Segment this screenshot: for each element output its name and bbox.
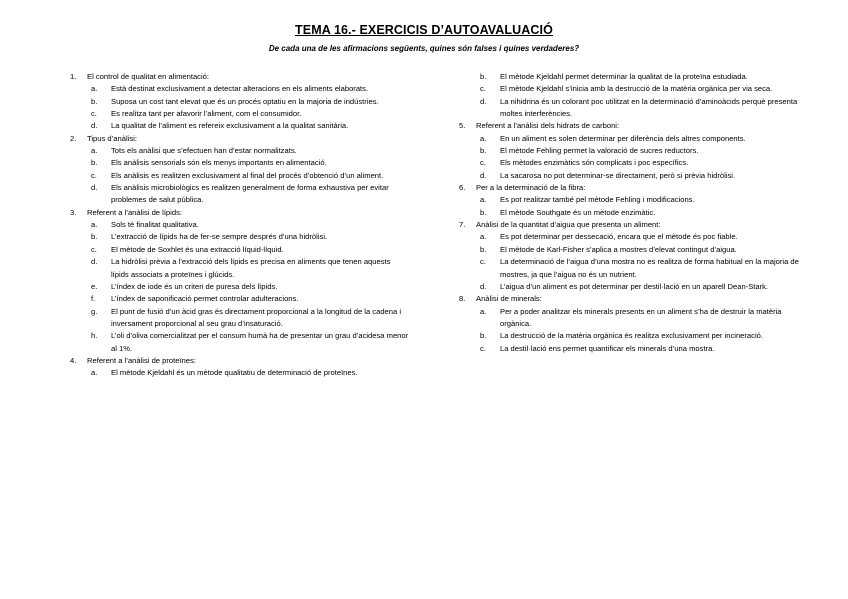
option-letter: c. xyxy=(91,170,97,180)
option-letter: a. xyxy=(480,306,487,316)
option-item xyxy=(91,219,410,231)
question-text: Anàlisi de la quantitat d’aigua que presenta un aliment: xyxy=(476,220,661,230)
option-text: El punt de fusió d’un àcid gras és directament proporcional a la longitud de la cadena i inversament proporcional al seu grau d’insaturació. xyxy=(111,306,402,328)
question-text: Referent a l’anàlisi dels hidrats de carboni: xyxy=(476,121,620,131)
question-heading xyxy=(70,207,410,219)
option-item xyxy=(480,244,799,256)
option-item xyxy=(91,281,410,293)
question-text: Anàlisi de minerals: xyxy=(476,294,542,304)
option-text: La qualitat de l’aliment es refereix exclusivament a la qualitat sanitària. xyxy=(111,121,349,131)
option-letter: a. xyxy=(91,146,98,156)
option-item xyxy=(91,145,410,157)
option-text: Es realitza tant per afavorir l’aliment, com el consumidor. xyxy=(111,109,302,119)
option-letter: g. xyxy=(91,306,98,316)
question-number: 6. xyxy=(459,183,466,193)
option-list xyxy=(91,83,410,132)
question-block xyxy=(459,182,799,219)
option-item xyxy=(91,108,410,120)
option-letter: a. xyxy=(480,232,487,242)
question-heading xyxy=(459,182,799,194)
question-number: 8. xyxy=(459,294,466,304)
option-item xyxy=(480,96,799,121)
option-letter: b. xyxy=(91,158,98,168)
option-item xyxy=(91,170,410,182)
question-heading xyxy=(459,293,799,305)
option-letter: c. xyxy=(480,343,486,353)
question-block xyxy=(70,355,410,380)
option-item xyxy=(480,343,799,355)
question-block xyxy=(459,219,799,293)
option-list xyxy=(480,231,799,293)
option-text: El mètode de Soxhlet és una extracció líquid-líquid. xyxy=(111,244,284,254)
option-text: Es pot realitzar també pel mètode Fehling i modificacions. xyxy=(500,195,695,205)
option-letter: a. xyxy=(480,133,487,143)
option-text: La hidròlisi prèvia a l’extracció dels lípids es precisa en aliments que tenen aquests lípids associats a proteïnes i glúcids. xyxy=(111,257,391,279)
option-letter: b. xyxy=(480,207,487,217)
question-text: Referent a l’anàlisi de lípids: xyxy=(87,207,182,217)
option-text: La sacarosa no pot determinar-se directament, però si prèvia hidròlisi. xyxy=(500,170,736,180)
question-heading xyxy=(70,133,410,145)
option-letter: c. xyxy=(91,109,97,119)
question-text: El control de qualitat en alimentació: xyxy=(87,72,209,81)
option-text: Està destinat exclusivament a detectar alteracions en els aliments elaborats. xyxy=(111,84,369,94)
option-item xyxy=(480,145,799,157)
option-item xyxy=(480,207,799,219)
option-text: Suposa un cost tant elevat que és un procés optatiu en la majoria de indústries. xyxy=(111,96,379,106)
option-text: Sols té finalitat qualitativa. xyxy=(111,220,199,230)
option-letter: a. xyxy=(91,368,98,378)
option-letter: c. xyxy=(480,84,486,94)
option-item xyxy=(480,281,799,293)
option-text: El mètode Fehling permet la valoració de sucres reductors. xyxy=(500,146,699,156)
option-text: El mètode Kjeldahl permet determinar la qualitat de la proteïna estudiada. xyxy=(500,72,748,81)
question-text: Per a la determinació de la fibra: xyxy=(476,183,586,193)
question-block xyxy=(70,133,410,207)
option-item xyxy=(91,182,410,207)
option-item xyxy=(91,96,410,108)
option-text: L’índex de iode és un criteri de puresa dels lípids. xyxy=(111,281,278,291)
option-item xyxy=(91,256,410,281)
option-letter: h. xyxy=(91,331,98,341)
question-heading xyxy=(70,71,410,83)
option-text: El mètode Kjeldahl s’inicia amb la destrucció de la matèria orgànica per via seca. xyxy=(500,84,773,94)
question-block xyxy=(70,207,410,355)
option-text: L’índex de saponificació permet controlar adulteracions. xyxy=(111,294,299,304)
question-heading xyxy=(70,355,410,367)
option-item xyxy=(480,157,799,169)
option-letter: b. xyxy=(480,146,487,156)
option-item xyxy=(480,71,799,83)
option-text: Tots els anàlisi que s’efectuen han d’estar normalitzats. xyxy=(111,146,297,156)
option-item xyxy=(91,293,410,305)
option-text: L’extracció de lípids ha de fer-se sempre després d’una hidròlisi. xyxy=(111,232,328,242)
option-item xyxy=(480,306,799,331)
option-item xyxy=(91,244,410,256)
option-letter: d. xyxy=(91,121,98,131)
page-title: TEMA 16.- EXERCICIS D’AUTOAVALUACIÓ xyxy=(295,23,553,37)
option-letter: c. xyxy=(91,244,97,254)
option-item xyxy=(91,157,410,169)
option-text: En un aliment es solen determinar per diferència dels altres components. xyxy=(500,133,746,143)
option-letter: d. xyxy=(91,257,98,267)
option-text: Els anàlisis sensorials són els menys importants en alimentació. xyxy=(111,158,327,168)
question-text: Tipus d’anàlisi: xyxy=(87,133,137,143)
right-column xyxy=(459,71,799,355)
option-item xyxy=(480,170,799,182)
option-letter: d. xyxy=(91,183,98,193)
option-item xyxy=(480,133,799,145)
option-letter: b. xyxy=(480,331,487,341)
option-text: Per a poder analitzar els minerals presents en un aliment s’ha de destruir la matèria orgànica. xyxy=(500,306,782,328)
option-text: La destrucció de la matèria orgànica és realitza exclusivament per incineració. xyxy=(500,331,763,341)
question-text: Referent a l’anàlisi de proteïnes: xyxy=(87,355,196,365)
option-item xyxy=(91,231,410,243)
option-letter: a. xyxy=(91,84,98,94)
question-number: 1. xyxy=(70,72,77,81)
question-number: 7. xyxy=(459,220,466,230)
option-text: Es pot determinar per dessecació, encara que el mètode és poc fiable. xyxy=(500,232,738,242)
option-letter: a. xyxy=(91,220,98,230)
option-item xyxy=(91,330,410,355)
option-item xyxy=(91,83,410,95)
question-number: 2. xyxy=(70,133,77,143)
option-letter: b. xyxy=(480,244,487,254)
option-list xyxy=(91,219,410,355)
option-text: El mètode Kjeldahl és un mètode qualitatiu de determinació de proteïnes. xyxy=(111,368,358,378)
option-text: La destil·lació ens permet quantificar els minerals d’una mostra. xyxy=(500,343,715,353)
option-letter: b. xyxy=(480,72,487,81)
option-text: La determinació de l’aigua d’una mostra no es realitza de forma habitual en la majoria de mostres, ja que l’aigua no és un nutrient. xyxy=(500,257,799,279)
option-letter: e. xyxy=(91,281,98,291)
question-number: 4. xyxy=(70,355,77,365)
question-block xyxy=(459,71,799,120)
option-item xyxy=(480,83,799,95)
option-letter: b. xyxy=(91,232,98,242)
option-letter: c. xyxy=(480,257,486,267)
question-heading xyxy=(459,120,799,132)
option-letter: b. xyxy=(91,96,98,106)
question-number: 3. xyxy=(70,207,77,217)
option-letter: a. xyxy=(480,195,487,205)
question-block xyxy=(459,293,799,355)
option-list xyxy=(480,133,799,182)
option-list xyxy=(480,71,799,120)
option-text: El mètode Southgate és un mètode enzimàtic. xyxy=(500,207,656,217)
question-heading xyxy=(459,219,799,231)
option-list xyxy=(91,145,410,207)
option-text: La nihidrina és un colorant poc utilitzat en la determinació d’aminoàcids perquè presenta moltes interferències. xyxy=(500,96,798,119)
question-block xyxy=(70,71,410,133)
option-letter: c. xyxy=(480,158,486,168)
option-item xyxy=(480,256,799,281)
option-item xyxy=(91,306,410,331)
option-text: Els anàlisis es realitzen exclusivament al final del procés d’obtenció d’un aliment. xyxy=(111,170,384,180)
option-text: L’aigua d’un aliment es pot determinar per destil·lació en un aparell Dean-Stark. xyxy=(500,281,769,291)
option-letter: d. xyxy=(480,281,487,291)
option-text: Els anàlisis microbiològics es realitzen generalment de forma exhaustiva per evitar problemes de salut pública. xyxy=(111,183,389,205)
option-letter: d. xyxy=(480,96,487,106)
option-item xyxy=(480,231,799,243)
left-column xyxy=(70,71,410,380)
option-text: El mètode de Karl-Fisher s’aplica a mostres d’elevat contingut d’aigua. xyxy=(500,244,737,254)
option-item xyxy=(480,194,799,206)
option-text: L’oli d’oliva comercialitzat per el consum humà ha de presentar un grau d’acidesa menor al 1%. xyxy=(111,331,409,353)
option-letter: f. xyxy=(91,294,96,304)
option-item xyxy=(91,367,410,379)
question-block xyxy=(459,120,799,182)
option-item xyxy=(91,120,410,132)
question-number: 5. xyxy=(459,121,466,131)
option-list xyxy=(480,194,799,219)
page-subtitle: De cada una de les afirmacions següents, quines són falses i quines verdaderes? xyxy=(268,44,580,53)
option-item xyxy=(480,330,799,342)
option-letter: d. xyxy=(480,170,487,180)
option-text: Els mètodes enzimàtics són complicats i poc específics. xyxy=(500,158,689,168)
option-list xyxy=(480,306,799,355)
option-list xyxy=(91,367,410,379)
